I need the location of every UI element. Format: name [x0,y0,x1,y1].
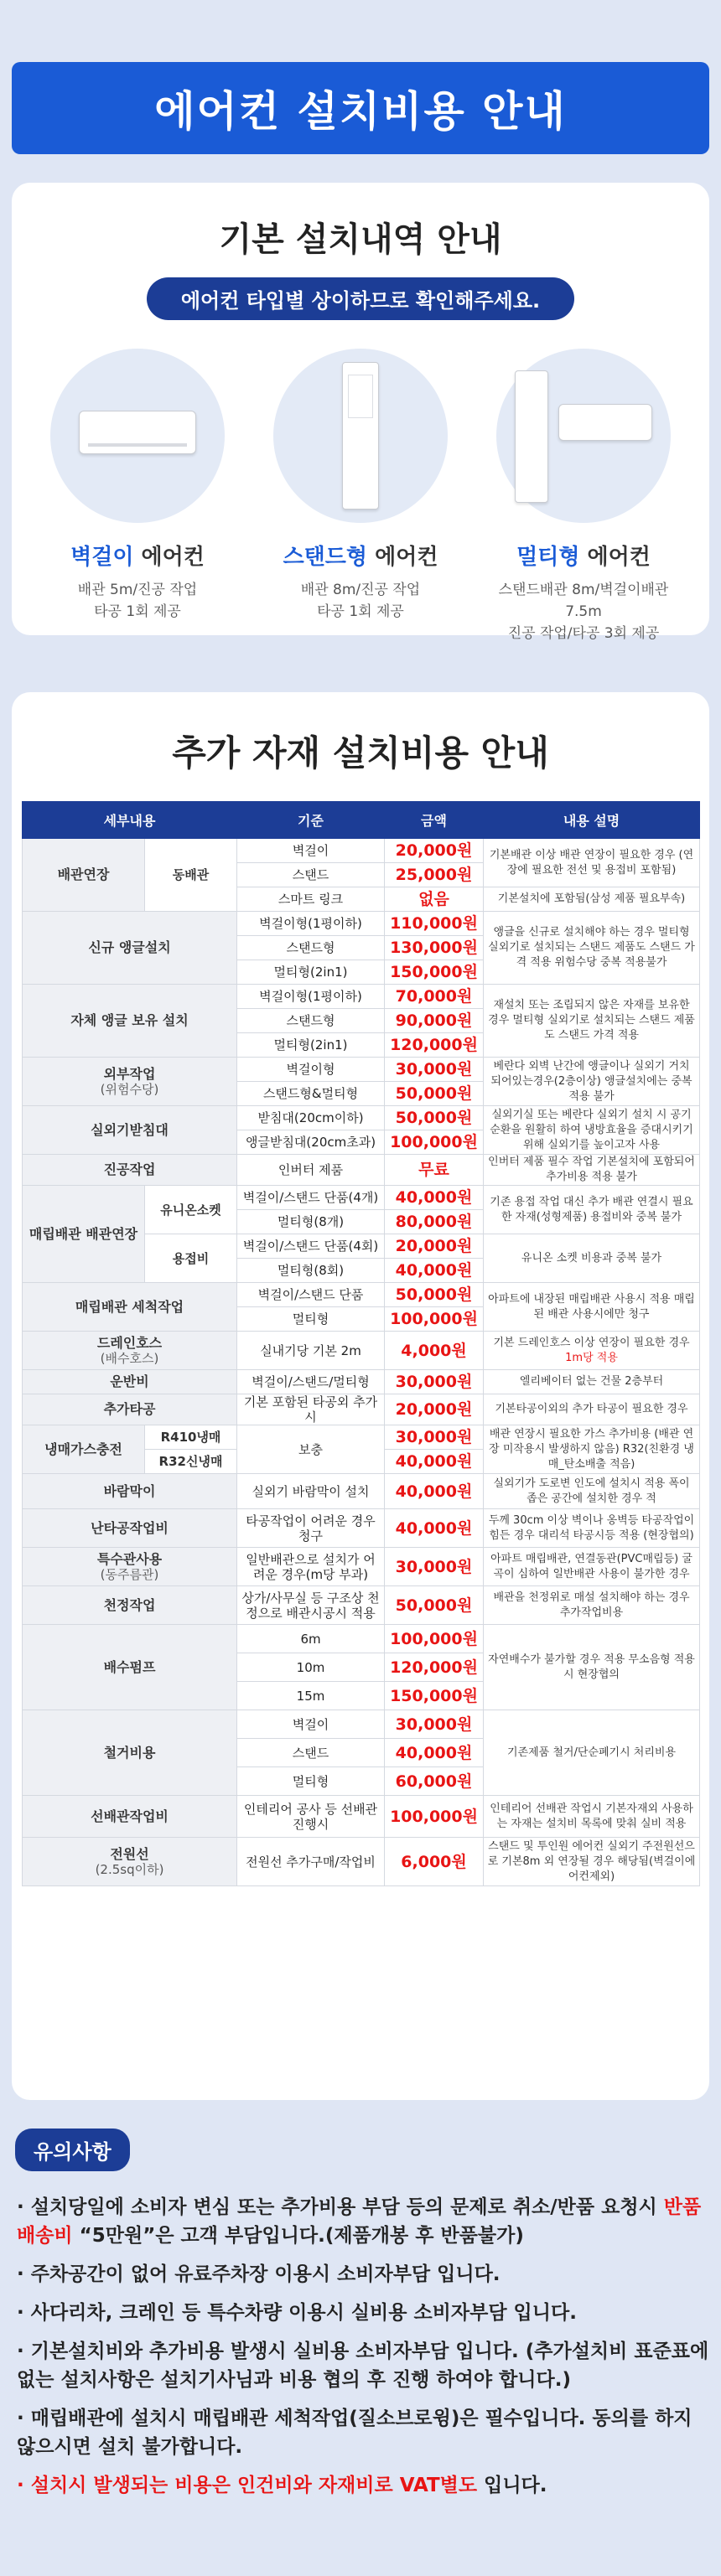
price-cell: 110,000원 [385,912,484,936]
standard-cell: 스탠드 [237,1739,385,1767]
price-cell: 20,000원 [385,1234,484,1259]
ac-type-suffix: 에어컨 [367,545,438,570]
price-cell: 40,000원 [385,1259,484,1283]
category-cell: 운반비 [23,1370,237,1394]
table-row [23,839,700,863]
description-cell: 베란다 외벽 난간에 앵글이나 실외기 거치 되어있는경우(2층이상) 앵글설치에는 중복 적용 불가 [484,1058,700,1106]
table-row [23,1186,700,1210]
category-label: 드레인호스 [96,1334,163,1351]
price-cell: 50,000원 [385,1082,484,1106]
ac-type-desc-line: 타공 1회 제공 [94,603,181,620]
standard-cell: 10m [237,1653,385,1682]
title-banner [12,62,709,154]
description-cell: 엘리베이터 없는 건물 2층부터 [484,1370,700,1394]
price-cell: 150,000원 [385,960,484,985]
price-cell: 100,000원 [385,1130,484,1155]
description-cell: 기존제품 철거/단순폐기시 처리비용 [484,1710,700,1796]
category-cell: 바람막이 [23,1474,237,1509]
standard-cell: 벽걸이형(1평이하) [237,985,385,1009]
standard-cell: 인버터 제품 [237,1155,385,1186]
multi-wall-ac-icon [558,404,652,441]
description-cell: 앵글을 신규로 설치해야 하는 경우 멀티형 실외기로 설치되는 스탠드 제품도 스탠드 가격 적용 위험수당 중복 적용불가 [484,912,700,985]
category-label: 특수관사용 [96,1550,163,1567]
notice-item: · 사다리차, 크레인 등 특수차량 이용시 실비용 소비자부담 입니다. [17,2302,577,2324]
price-cell: 없음 [385,887,484,912]
standard-cell: 벽걸이/스탠드/멀티형 [237,1370,385,1394]
category-sublabel: (위험수당) [100,1081,159,1097]
price-cell: 6,000원 [385,1838,484,1886]
category-label: 전원선 [110,1845,149,1862]
extra-cost-card [12,692,709,2100]
wall-ac-image [50,349,225,523]
notice-title: 유의사항 [15,2129,130,2171]
ac-type-desc-line: 스탠드배관 8m/벽걸이배관 7.5m [498,582,669,620]
price-cell: 40,000원 [385,1186,484,1210]
description-cell: 인버터 제품 필수 작업 기본설치에 포함되어 추가비용 적용 불가 [484,1155,700,1186]
description-cell: 아파트 매립배관, 연결동관(PVC매립등) 굴곡이 심하여 일반배관 사용이 불가한 경우 [484,1548,700,1586]
standard-cell: 벽걸이형 [237,1058,385,1082]
header-detail: 세부내용 [23,802,237,839]
ac-type-desc-line: 타공 1회 제공 [317,603,404,620]
subcategory-cell: R410냉매 [145,1425,237,1450]
category-cell: 매립배관 배관연장 [23,1186,145,1283]
category-cell: 신규 앵글설치 [23,912,237,985]
ac-type-list [12,349,709,644]
price-cell: 30,000원 [385,1425,484,1450]
table-row [23,1474,700,1509]
standard-cell: 실내기당 기본 2m [237,1332,385,1370]
standard-cell: 기본 포함된 타공외 추가시 [237,1394,385,1425]
category-cell: 난타공작업비 [23,1509,237,1548]
price-cell: 50,000원 [385,1106,484,1130]
category-sublabel: (배수호스) [100,1350,159,1366]
ac-type-stand [260,349,461,644]
subcategory-cell: 유니온소켓 [145,1186,237,1234]
standard-cell: 스마트 링크 [237,887,385,912]
standard-cell: 스탠드형 [237,936,385,960]
table-row [23,1370,700,1394]
multi-stand-ac-icon [515,370,548,503]
table-row [23,1155,700,1186]
description-cell: 자연배수가 불가할 경우 적용 무소음형 적용시 현장협의 [484,1625,700,1710]
category-cell: 철거비용 [23,1710,237,1796]
price-cell: 70,000원 [385,985,484,1009]
ac-type-multi [483,349,684,644]
table-row [23,1058,700,1082]
wall-ac-icon [79,411,196,454]
category-cell: 자체 앵글 보유 설치 [23,985,237,1058]
category-cell: 추가타공 [23,1394,237,1425]
description-cell: 스탠드 및 투인원 에어컨 실외기 주전원선으로 기본8m 외 연장될 경우 해당됨(벽걸이에어컨제외) [484,1838,700,1886]
standard-cell: 멀티형(8개) [237,1210,385,1234]
table-row [23,1425,700,1450]
basic-install-title: 기본 설치내역 안내 [219,220,502,259]
price-cell: 40,000원 [385,1509,484,1548]
price-cell: 25,000원 [385,863,484,887]
extra-cost-table [22,801,700,1886]
price-cell: 40,000원 [385,1474,484,1509]
type-notice-pill: 에어컨 타입별 상이하므로 확인해주세요. [147,277,574,320]
notice-item: · 기본설치비와 추가비용 발생시 실비용 소비자부담 입니다. (추가설치비 표준표에 없는 설치사항은 설치기사님과 비용 협의 후 진행 하여야 합니다.) [17,2341,709,2391]
price-cell: 4,000원 [385,1332,484,1370]
category-cell [23,1838,237,1886]
standard-cell: 실외기 바람막이 설치 [237,1474,385,1509]
table-row [23,1586,700,1625]
standard-cell: 전원선 추가구매/작업비 [237,1838,385,1886]
price-cell: 무료 [385,1155,484,1186]
description-cell: 아파트에 내장된 매립배관 사용시 적용 매립된 배관 사용시에만 청구 [484,1283,700,1332]
header-standard: 기준 [237,802,385,839]
notice-text: 입니다. [477,2475,547,2496]
notice-list [0,2193,721,2500]
category-cell: 매립배관 세척작업 [23,1283,237,1332]
stand-ac-icon [342,362,379,510]
ac-type-highlight: 벽걸이 [70,545,134,570]
description-cell: 두께 30cm 이상 벽이나 옹벽등 타공작업이 힘든 경우 대리석 타공시등 적용 (현장협의) [484,1509,700,1548]
price-cell: 40,000원 [385,1450,484,1474]
category-sublabel: (동주름관) [100,1566,159,1582]
notice-highlight: 반품배송비 [17,2196,702,2247]
description-cell: 재설치 또는 조립되지 않은 자재를 보유한 경우 멀티형 실외기로 설치되는 스탠드 제품도 스탠드 가격 적용 [484,985,700,1058]
table-row [23,1332,700,1370]
page-title: 에어컨 설치비용 안내 [154,87,567,136]
subcategory-cell: R32신냉매 [145,1450,237,1474]
table-row [23,1509,700,1548]
extra-cost-title: 추가 자재 설치비용 안내 [172,732,549,773]
notice-item: · 매립배관에 설치시 매립배관 세척작업(질소브로윙)은 필수입니다. 동의를 하지 않으시면 설치 불가합니다. [17,2408,692,2458]
price-cell: 20,000원 [385,1394,484,1425]
standard-cell: 15m [237,1682,385,1710]
price-cell: 100,000원 [385,1625,484,1653]
price-cell: 150,000원 [385,1682,484,1710]
notice-highlight: · 설치시 발생되는 비용은 인건비와 자재비로 VAT별도 [17,2475,478,2496]
category-cell: 냉매가스충전 [23,1425,145,1474]
description-cell: 기본설치에 포함됨(삼성 제품 필요부속) [484,887,700,912]
price-cell: 30,000원 [385,1058,484,1082]
standard-cell: 6m [237,1625,385,1653]
standard-cell: 멀티형 [237,1767,385,1796]
price-cell: 30,000원 [385,1710,484,1739]
notice-item [17,2471,709,2500]
description-cell: 인테리어 선배관 작업시 기본자재외 사용하는 자재는 설치비 목록에 맞춰 실비 적용 [484,1796,700,1838]
standard-cell: 멀티형(8회) [237,1259,385,1283]
description-cell: 실외기실 또는 베란다 실외기 설치 시 공기 순환을 원활히 하여 냉방효율을 증대시키기 위해 실외기를 높이고자 사용 [484,1106,700,1155]
category-sublabel: (2.5sq이하) [95,1861,164,1877]
standard-cell: 스탠드형&멀티형 [237,1082,385,1106]
ac-type-suffix: 에어컨 [133,545,205,570]
table-row [23,1710,700,1739]
ac-type-wall [37,349,238,644]
table-row [23,1838,700,1886]
price-cell: 50,000원 [385,1283,484,1307]
category-label: 외부작업 [103,1065,156,1082]
description-cell: 배관 연장시 필요한 가스 추가비용 (배관 연장 미작용시 발생하지 않음) R32(친환경 냉매_탄소배출 적음) [484,1425,700,1474]
description-cell: 배관을 천정위로 매설 설치해야 하는 경우 추가작업비용 [484,1586,700,1625]
description-cell: 실외기가 도로변 인도에 설치시 적용 폭이 좁은 공간에 설치한 경우 적 [484,1474,700,1509]
standard-cell: 멀티형(2in1) [237,1033,385,1058]
price-cell: 60,000원 [385,1767,484,1796]
table-row [23,1796,700,1838]
price-cell: 20,000원 [385,839,484,863]
standard-cell: 멀티형 [237,1307,385,1332]
subcategory-cell: 동배관 [145,839,237,912]
category-cell: 배관연장 [23,839,145,912]
price-cell: 50,000원 [385,1586,484,1625]
description-cell [484,1332,700,1370]
ac-type-desc [260,579,461,623]
price-cell: 100,000원 [385,1307,484,1332]
price-cell: 80,000원 [385,1210,484,1234]
notice-item [17,2193,709,2250]
description-cell: 기본배관 이상 배관 연장이 필요한 경우 (연장에 필요한 전선 및 용접비 포함됨) [484,839,700,887]
ac-type-name [37,540,238,571]
standard-cell: 벽걸이 [237,839,385,863]
ac-type-desc [483,579,684,644]
table-row [23,1625,700,1653]
standard-cell: 벽걸이 [237,1710,385,1739]
ac-type-desc-line: 배관 8m/진공 작업 [300,582,421,598]
ac-type-highlight: 멀티형 [516,545,580,570]
ac-type-suffix: 에어컨 [579,545,651,570]
basic-install-card [12,183,709,642]
description-text: 기본 드레인호스 이상 연장이 필요한 경우 [493,1336,690,1349]
price-cell: 130,000원 [385,936,484,960]
table-header-row [23,802,700,839]
ac-type-desc-line: 배관 5m/진공 작업 [77,582,198,598]
ac-type-desc [37,579,238,623]
ac-type-desc-line: 진공 작업/타공 3회 제공 [507,625,660,642]
notice-section [0,2129,721,2510]
price-cell: 40,000원 [385,1739,484,1767]
notice-item: · 주차공간이 없어 유료주차장 이용시 소비자부담 입니다. [17,2263,501,2285]
description-highlight: 1m당 적용 [565,1351,618,1364]
price-cell: 30,000원 [385,1548,484,1586]
price-cell: 90,000원 [385,1009,484,1033]
category-cell [23,1548,237,1586]
price-cell: 120,000원 [385,1033,484,1058]
description-cell: 기본타공이외의 추가 타공이 필요한 경우 [484,1394,700,1425]
standard-cell: 인테리어 공사 등 선배관 진행시 [237,1796,385,1838]
standard-cell: 상가/사무실 등 구조상 천정으로 배관시공시 적용 [237,1586,385,1625]
category-cell [23,1058,237,1106]
category-cell: 배수펌프 [23,1625,237,1710]
standard-cell: 멀티형(2in1) [237,960,385,985]
table-row [23,912,700,936]
standard-cell: 보충 [237,1425,385,1474]
standard-cell: 스탠드형 [237,1009,385,1033]
standard-cell: 벽걸이/스탠드 단품(4회) [237,1234,385,1259]
category-cell: 진공작업 [23,1155,237,1186]
description-cell: 기존 용접 작업 대신 추가 배관 연결시 필요한 자재(성형제품) 용접비와 중복 불가 [484,1186,700,1234]
stand-ac-image [273,349,448,523]
category-cell: 실외기받침대 [23,1106,237,1155]
table-row [23,1106,700,1130]
subcategory-cell: 용접비 [145,1234,237,1283]
table-row [23,1548,700,1586]
table-row [23,1394,700,1425]
standard-cell: 벽걸이/스탠드 단품(4개) [237,1186,385,1210]
multi-ac-image [496,349,671,523]
standard-cell: 타공작업이 어려운 경우 청구 [237,1509,385,1548]
description-cell: 유니온 소켓 비용과 중복 불가 [484,1234,700,1283]
table-row [23,1283,700,1307]
header-price: 금액 [385,802,484,839]
notice-text: “5만원”은 고객 부담입니다.(제품개봉 후 반품불가) [72,2225,524,2247]
standard-cell: 스탠드 [237,863,385,887]
table-row [23,985,700,1009]
price-cell: 100,000원 [385,1796,484,1838]
category-cell [23,1332,237,1370]
ac-type-name [260,540,461,571]
standard-cell: 일반배관으로 설치가 어려운 경우(m당 부과) [237,1548,385,1586]
price-cell: 30,000원 [385,1370,484,1394]
ac-type-highlight: 스탠드형 [283,545,368,570]
ac-type-name [483,540,684,571]
standard-cell: 앵글받침대(20cm초과) [237,1130,385,1155]
standard-cell: 벽걸이형(1평이하) [237,912,385,936]
standard-cell: 받침대(20cm이하) [237,1106,385,1130]
notice-text: · 설치당일에 소비자 변심 또는 추가비용 부담 등의 문제로 취소/반품 요청시 [17,2196,664,2218]
category-cell: 선배관작업비 [23,1796,237,1838]
price-cell: 120,000원 [385,1653,484,1682]
category-cell: 천정작업 [23,1586,237,1625]
standard-cell: 벽걸이/스탠드 단품 [237,1283,385,1307]
header-description: 내용 설명 [484,802,700,839]
